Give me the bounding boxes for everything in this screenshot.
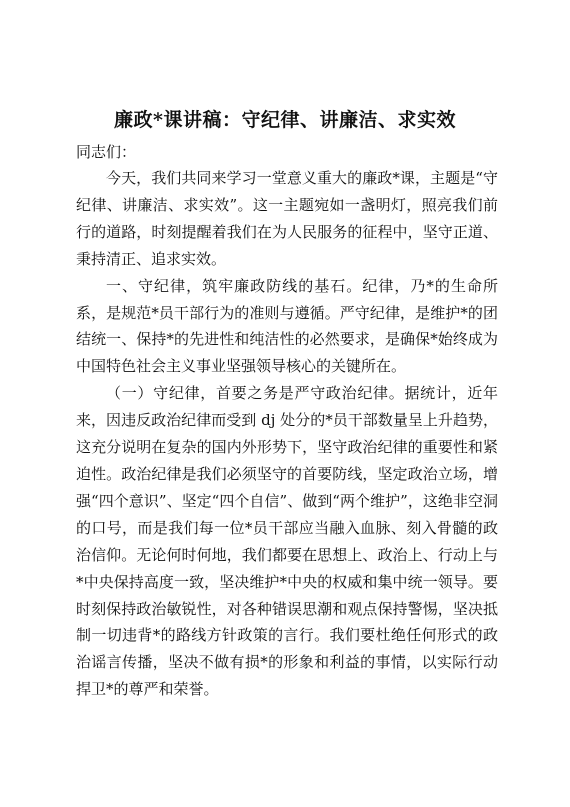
document-title: 廉政*课讲稿：守纪律、讲廉洁、求实效	[114, 109, 456, 131]
paragraph-intro: 今天，我们共同来学习一堂意义重大的廉政*课，主题是“守纪律、讲廉洁、求实效”。这一主题宛如一盏明灯，照亮我们前行的道路，时刻提醒着我们在为人民服务的征程中，坚守正道、秉持清正、追求实效。	[76, 169, 498, 268]
document-body	[76, 165, 498, 703]
greeting: 同志们：	[76, 143, 137, 161]
paragraph-section-1: 一、守纪律，筑牢廉政防线的基石。纪律，乃*的生命所系，是规范*员干部行为的准则与遵循。严守纪律，是维护*的团结统一、保持*的先进性和纯洁性的必然要求，是确保*始终成为中国特色社会主义事业坚强领导核心的关键所在。	[76, 276, 498, 376]
paragraph-subsection-1: （一）守纪律，首要之务是严守政治纪律。据统计，近年来，因违反政治纪律而受到 dj 处分的*员干部数量呈上升趋势，这充分说明在复杂的国内外形势下，坚守政治纪律的重要性和紧迫性。政治纪律是我们必须坚守的首要防线，坚定政治立场，增强“四个意识”、坚定“四个自信”、做到“两个维护”，这绝非空洞的口号，而是我们每一位*员干部应当融入血脉、刻入骨髓的政治信仰。无论何时何地，我们都要在思想上、政治上、行动上与*中央保持高度一致，坚决维护*中央的权威和集中统一领导。要时刻保持政治敏锐性，对各种错误思潮和观点保持警惕，坚决抵制一切违背*的路线方针政策的言行。我们要杜绝任何形式的政治谣言传播，坚决不做有损*的形象和利益的事情，以实际行动捍卫*的尊严和荣誉。	[76, 384, 498, 699]
